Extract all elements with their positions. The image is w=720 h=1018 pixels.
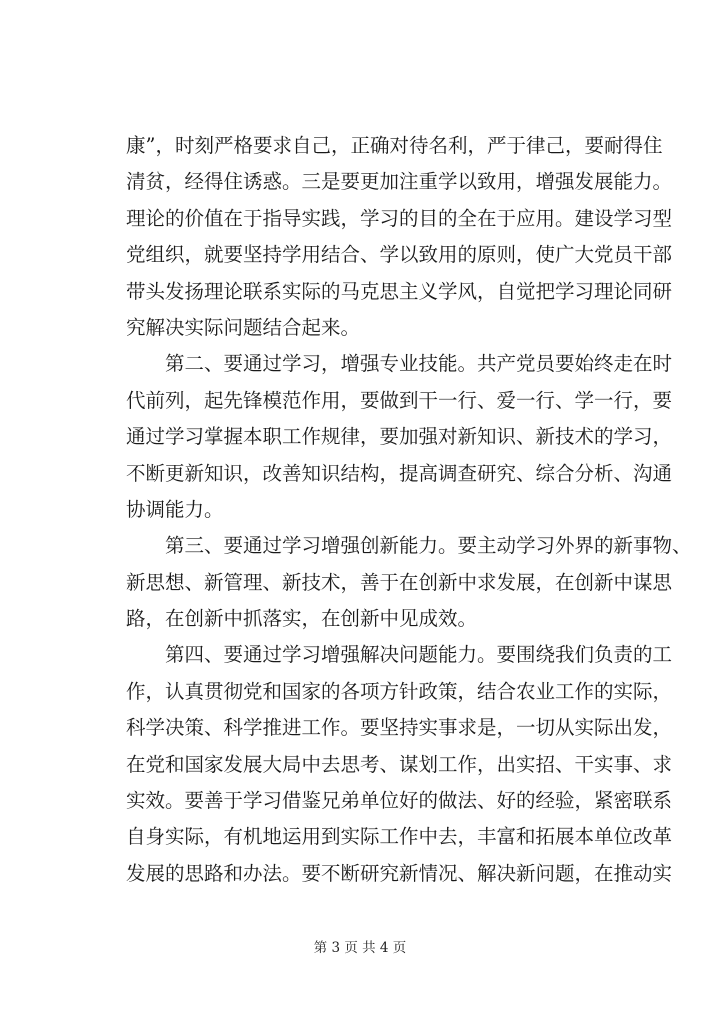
paragraph-4	[126, 637, 673, 892]
text-line: 实效。要善于学习借鉴兄弟单位好的做法、好的经验，紧密联系	[126, 789, 673, 813]
text-line: 作，认真贯彻党和国家的各项方针政策，结合农业工作的实际，	[126, 679, 673, 703]
text-line: 第四、要通过学习增强解决问题能力。要围绕我们负责的工	[165, 643, 673, 667]
text-line: 党组织，就要坚持学用结合、学以致用的原则，使广大党员干部	[126, 243, 673, 267]
text-line: 科学决策、科学推进工作。要坚持实事求是，一切从实际出发，	[126, 716, 673, 740]
text-line: 通过学习掌握本职工作规律，要加强对新知识、新技术的学习，	[126, 425, 673, 449]
text-line: 协调能力。	[126, 497, 224, 521]
paragraph-1	[126, 128, 673, 346]
text-line: 带头发扬理论联系实际的马克思主义学风，自觉把学习理论同研	[126, 279, 673, 303]
text-line: 自身实际，有机地运用到实际工作中去，丰富和拓展本单位改革	[126, 825, 673, 849]
page-number-footer: 第 3 页 共 4 页	[313, 940, 407, 956]
text-line: 清贫，经得住诱惑。三是要更加注重学以致用，增强发展能力。	[126, 170, 673, 194]
paragraph-2	[126, 346, 673, 528]
paragraph-3	[126, 528, 692, 637]
text-line: 在党和国家发展大局中去思考、谋划工作，出实招、干实事、求	[126, 752, 673, 776]
text-line: 发展的思路和办法。要不断研究新情况、解决新问题，在推动实	[126, 861, 673, 885]
text-line: 第二、要通过学习，增强专业技能。共产党员要始终走在时	[165, 352, 673, 376]
text-line: 究解决实际问题结合起来。	[126, 315, 361, 339]
text-line: 代前列，起先锋模范作用，要做到干一行、爱一行、学一行，要	[126, 388, 673, 412]
text-line: 理论的价值在于指导实践，学习的目的全在于应用。建设学习型	[126, 206, 673, 230]
text-line: 康”，时刻严格要求自己，正确对待名利，严于律己，要耐得住	[126, 134, 663, 157]
text-line: 第三、要通过学习增强创新能力。要主动学习外界的新事物、	[165, 534, 692, 558]
text-line: 新思想、新管理、新技术，善于在创新中求发展，在创新中谋思	[126, 570, 673, 594]
text-line: 不断更新知识，改善知识结构，提高调查研究、综合分析、沟通	[126, 461, 673, 485]
body-text	[126, 128, 692, 892]
text-line: 路，在创新中抓落实，在创新中见成效。	[126, 607, 478, 631]
